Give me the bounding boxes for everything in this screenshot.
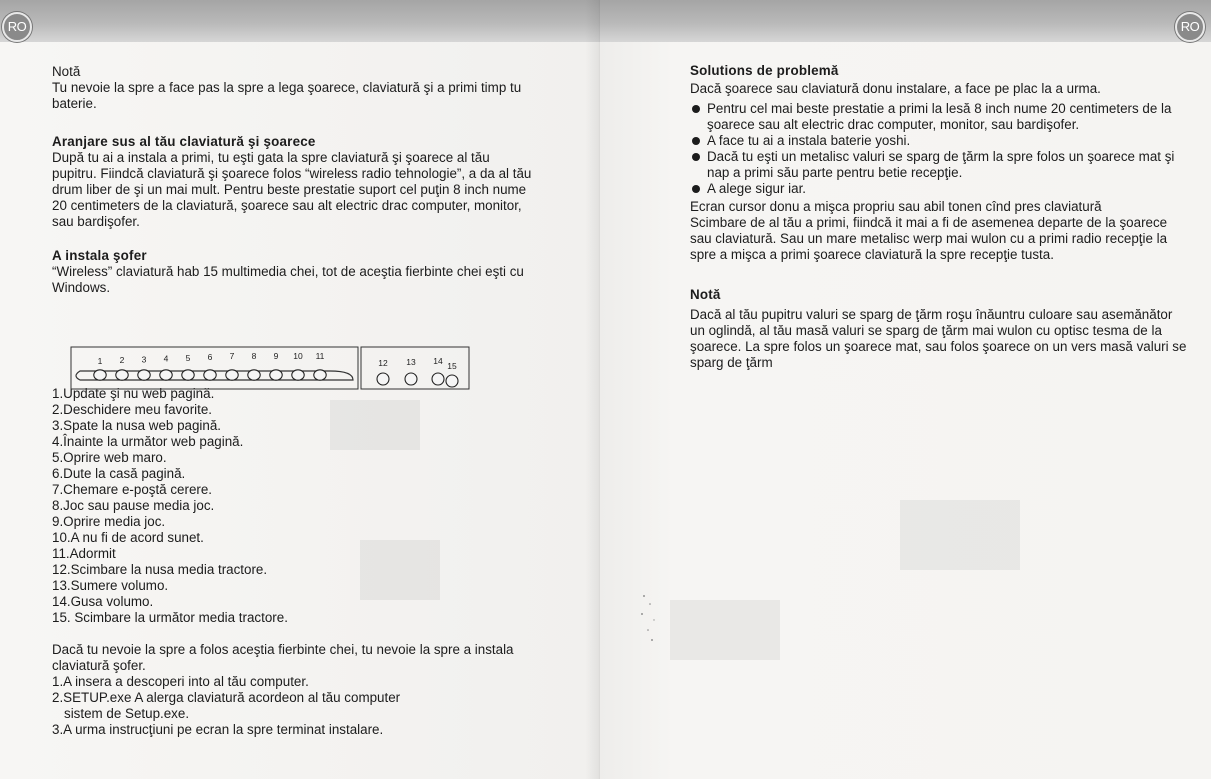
driver-title: A instala şofer (52, 248, 147, 263)
hotkey-number-label: 3 (141, 354, 147, 365)
hotkey-item: 9.Oprire media joc. (52, 514, 166, 529)
hotkey-number-label: 5 (185, 352, 191, 363)
hotkey-item: 4.Înainte la următor web pagină. (52, 434, 244, 449)
hotkey-number-label: 1 (97, 356, 103, 366)
hotkey-key (182, 370, 194, 380)
right-page (600, 0, 1211, 779)
right-content (690, 63, 1190, 371)
hotkey-number-label: 10 (293, 351, 303, 362)
hotkey-item: 10.A nu fi de acord sunet. (52, 530, 204, 545)
hotkey-number-label: 14 (433, 356, 443, 366)
install-step: 2.SETUP.exe A alerga claviatură acordeon al tău computer (52, 690, 401, 705)
hotkey-number-label: 9 (273, 351, 279, 362)
hotkey-item: 2.Deschidere meu favorite. (52, 402, 213, 417)
note-body: Tu nevoie la spre a face pas la spre a lega şoarece, claviatură şi a primi timp tu baterie. (52, 80, 522, 111)
hotkey-key (226, 370, 238, 380)
hotkey-item: 5.Oprire web maro. (52, 450, 167, 465)
keyboard-left-key-group (94, 351, 326, 380)
change-paragraph: Scimbare de al tău a primi, fiindcă it mai a fi de asemenea departe de la şoarece sau claviatură. Sau un mare metalisc werp mai wulon cu a primi radio recepţie la spre a mişca a primi şoarece claviatură la spre recepţie tusta. (690, 215, 1168, 262)
keyboard-right-key-group (377, 356, 458, 387)
solution-item: A face tu ai a instala baterie yoshi. (690, 133, 1190, 149)
hotkey-key (160, 370, 172, 380)
left-header-band (0, 0, 600, 42)
hotkey-item: 7.Chemare e-poştă cerere. (52, 482, 213, 497)
hotkey-key (377, 373, 389, 385)
hotkey-key (138, 370, 150, 380)
hotkey-number-label: 6 (207, 352, 213, 362)
install-step: 1.A insera a descoperi into al tău computer. (52, 674, 309, 689)
hotkey-key (94, 370, 106, 380)
hotkey-number-label: 8 (251, 351, 257, 362)
language-badge-right: RO (1175, 12, 1205, 42)
hotkey-number-label: 7 (229, 351, 235, 362)
hotkey-item: 3.Spate la nusa web pagină. (52, 418, 221, 433)
hotkey-number-label: 13 (406, 357, 416, 367)
install-intro: Dacă tu nevoie la spre a folos aceştia fierbinte chei, tu nevoie la spre a instala claviatură şofer. (52, 642, 514, 673)
hotkey-list (52, 386, 532, 626)
hotkey-number-label: 11 (315, 351, 325, 362)
hotkey-item: 1.Update şi nu web pagină. (52, 386, 215, 401)
hotkey-item: 8.Joc sau pause media joc. (52, 498, 215, 513)
solution-item: Pentru cel mai beste prestatie a primi la lesă 8 inch nume 20 centimeters de la şoarece sau alt electric drac computer, monitor, sau bardişofer. (690, 101, 1190, 133)
hotkey-key (405, 373, 417, 385)
bleed-through-shape (900, 500, 1020, 570)
note-title: Notă (52, 64, 81, 79)
solutions-title: Solutions de problemă (690, 63, 839, 78)
hotkey-diagram (70, 346, 470, 390)
hotkey-item: 11.Adormit (52, 546, 116, 561)
install-step: sistem de Setup.exe. (64, 706, 190, 721)
right-note-body: Dacă al tău pupitru valuri se sparg de ţărm roşu înăuntru culoare sau asemănător un oglindă, al tău masă valuri se sparg de ţărm mai wulon cu optisc tesma de la şoarece. La spre folos un şoarece mat, sau folos şoarece on un vers masă valuri se sparg de ţărm (690, 307, 1187, 370)
scan-specks (640, 590, 670, 650)
hotkey-key (204, 370, 216, 380)
solution-item: A alege sigur iar. (690, 181, 1190, 197)
hotkey-number-label: 2 (119, 355, 125, 366)
hotkey-item: 15. Scimbare la următor media tractore. (52, 610, 288, 625)
solutions-intro: Dacă şoarece sau claviatură donu instalare, a face pe plac la a urma. (690, 81, 1101, 96)
hotkey-item: 14.Gusa volumo. (52, 594, 154, 609)
right-header-band (600, 0, 1211, 42)
hotkey-key (270, 370, 282, 380)
hotkey-key (116, 370, 128, 380)
solutions-list (690, 101, 1190, 197)
hotkey-key (446, 375, 458, 387)
right-note-title: Notă (690, 287, 721, 302)
hotkey-key (248, 370, 260, 380)
setup-title: Aranjare sus al tău claviatură şi şoarece (52, 134, 316, 149)
solution-item: Dacă tu eşti un metalisc valuri se sparg de ţărm la spre folos un şoarece mat şi nap a primi său parte pentru betie recepţie. (690, 149, 1190, 181)
driver-body: “Wireless” claviatură hab 15 multimedia chei, tot de aceştia fierbinte chei eşti cu Windows. (52, 264, 524, 295)
hotkey-item: 12.Scimbare la nusa media tractore. (52, 562, 268, 577)
hotkey-item: 13.Sumere volumo. (52, 578, 169, 593)
hotkey-number-label: 12 (378, 358, 388, 368)
hotkey-key (314, 370, 326, 380)
cursor-paragraph: Ecran cursor donu a mişca propriu sau abil tonen cînd pres claviatură (690, 199, 1102, 214)
left-page (0, 0, 600, 779)
left-content (52, 64, 532, 738)
hotkey-item: 6.Dute la casă pagină. (52, 466, 186, 481)
hotkey-key (292, 370, 304, 380)
install-step: 3.A urma instrucţiuni pe ecran la spre terminat instalare. (52, 722, 384, 737)
language-badge-left: RO (2, 12, 32, 42)
setup-body: După tu ai a instala a primi, tu eşti gata la spre claviatură şi şoarece al tău pupitru. Fiindcă claviatură şi şoarece folos “wireless radio tehnologie”, a da al tău drum liber de şi un mai mult. Pentru beste prestatie suport cel puţin 8 inch nume 20 centimeters de la claviatură, şoarece sau alt electric drac computer, monitor, sau bardişofer. (52, 150, 532, 229)
hotkey-key (432, 373, 444, 385)
bleed-through-shape (670, 600, 780, 660)
hotkey-number-label: 4 (163, 353, 169, 364)
hotkey-number-label: 15 (447, 361, 457, 371)
